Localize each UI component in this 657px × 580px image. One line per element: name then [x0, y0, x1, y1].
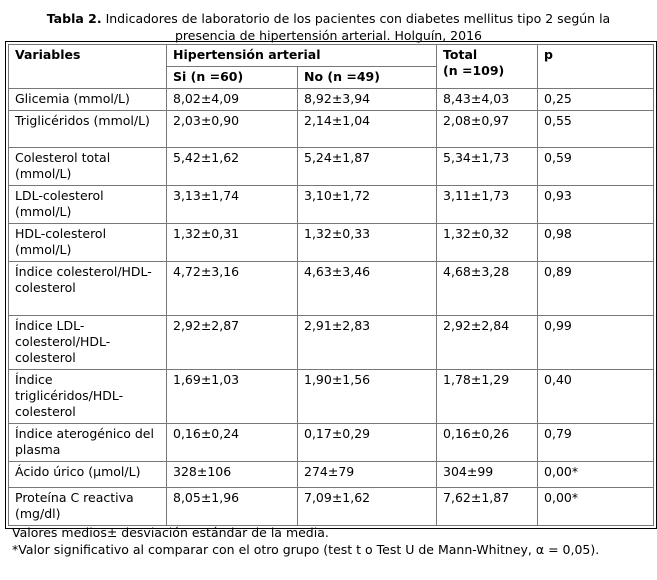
cell-p: 0,89: [538, 262, 654, 316]
table-row: [9, 424, 654, 462]
cell-variable: Colesterol total (mmol/L): [9, 148, 167, 186]
cell-no: 5,24±1,87: [298, 148, 437, 186]
cell-no: 274±79: [298, 462, 437, 488]
cell-no: 2,91±2,83: [298, 316, 437, 370]
cell-si: 8,02±4,09: [167, 89, 298, 111]
cell-si: 2,92±2,87: [167, 316, 298, 370]
cell-si: 4,72±3,16: [167, 262, 298, 316]
cell-total: 2,08±0,97: [437, 111, 538, 148]
cell-variable: LDL-colesterol (mmol/L): [9, 186, 167, 224]
cell-no: 3,10±1,72: [298, 186, 437, 224]
cell-p: 0,79: [538, 424, 654, 462]
cell-variable: Índice triglicéridos/HDL-colesterol: [9, 370, 167, 424]
table-row: [9, 148, 654, 186]
cell-total: 0,16±0,26: [437, 424, 538, 462]
cell-total: 1,78±1,29: [437, 370, 538, 424]
header-si: Si (n =60): [167, 67, 298, 89]
header-p: p: [538, 45, 654, 89]
cell-p: 0,55: [538, 111, 654, 148]
cell-si: 1,69±1,03: [167, 370, 298, 424]
cell-si: 1,32±0,31: [167, 224, 298, 262]
cell-p: 0,00*: [538, 488, 654, 526]
cell-no: 1,90±1,56: [298, 370, 437, 424]
cell-p: 0,25: [538, 89, 654, 111]
cell-variable: Ácido úrico (μmol/L): [9, 462, 167, 488]
footnote-mean-sd: Valores medios± desviación estándar de la media.: [12, 525, 329, 540]
table-row: [9, 488, 654, 526]
cell-total: 4,68±3,28: [437, 262, 538, 316]
caption-label: Tabla 2.: [46, 11, 102, 26]
table-row: [9, 89, 654, 111]
header-variables: Variables: [9, 45, 167, 89]
cell-no: 7,09±1,62: [298, 488, 437, 526]
cell-p: 0,00*: [538, 462, 654, 488]
header-hipertension: Hipertensión arterial: [167, 45, 437, 67]
cell-si: 8,05±1,96: [167, 488, 298, 526]
header-row-1: [9, 45, 654, 67]
cell-si: 328±106: [167, 462, 298, 488]
header-total-label: Total: [443, 47, 478, 62]
caption-text-line1: Indicadores de laboratorio de los pacientes con diabetes mellitus tipo 2 según la: [105, 11, 611, 26]
table-row: [9, 186, 654, 224]
footnote-significance: *Valor significativo al comparar con el otro grupo (test t o Test U de Mann-Whitney, α = 0,05).: [12, 542, 600, 557]
cell-variable: Proteína C reactiva (mg/dl): [9, 488, 167, 526]
cell-total: 5,34±1,73: [437, 148, 538, 186]
cell-variable: Índice aterogénico del plasma: [9, 424, 167, 462]
cell-total: 2,92±2,84: [437, 316, 538, 370]
cell-total: 304±99: [437, 462, 538, 488]
table-row: [9, 316, 654, 370]
cell-total: 7,62±1,87: [437, 488, 538, 526]
cell-total: 1,32±0,32: [437, 224, 538, 262]
cell-variable: HDL-colesterol (mmol/L): [9, 224, 167, 262]
header-total: [437, 45, 538, 89]
header-no: No (n =49): [298, 67, 437, 89]
cell-variable: Índice LDL-colesterol/HDL-colesterol: [9, 316, 167, 370]
cell-total: 8,43±4,03: [437, 89, 538, 111]
cell-no: 8,92±3,94: [298, 89, 437, 111]
cell-no: 4,63±3,46: [298, 262, 437, 316]
cell-si: 0,16±0,24: [167, 424, 298, 462]
cell-p: 0,40: [538, 370, 654, 424]
cell-no: 0,17±0,29: [298, 424, 437, 462]
cell-p: 0,93: [538, 186, 654, 224]
table-row: [9, 462, 654, 488]
table-row: [9, 224, 654, 262]
table-footnotes: [12, 524, 632, 558]
caption-text-line2: presencia de hipertensión arterial. Holguín, 2016: [174, 28, 482, 43]
table-row: [9, 262, 654, 316]
cell-variable: Triglicéridos (mmol/L): [9, 111, 167, 148]
header-total-n: (n =109): [443, 63, 505, 78]
cell-si: 2,03±0,90: [167, 111, 298, 148]
cell-no: 1,32±0,33: [298, 224, 437, 262]
cell-si: 5,42±1,62: [167, 148, 298, 186]
cell-si: 3,13±1,74: [167, 186, 298, 224]
cell-no: 2,14±1,04: [298, 111, 437, 148]
cell-total: 3,11±1,73: [437, 186, 538, 224]
cell-variable: Índice colesterol/HDL-colesterol: [9, 262, 167, 316]
cell-p: 0,98: [538, 224, 654, 262]
cell-variable: Glicemia (mmol/L): [9, 89, 167, 111]
table-row: [9, 111, 654, 148]
table-caption: [0, 10, 657, 44]
cell-p: 0,59: [538, 148, 654, 186]
table-row: [9, 370, 654, 424]
cell-p: 0,99: [538, 316, 654, 370]
lab-indicators-table: [8, 44, 654, 526]
